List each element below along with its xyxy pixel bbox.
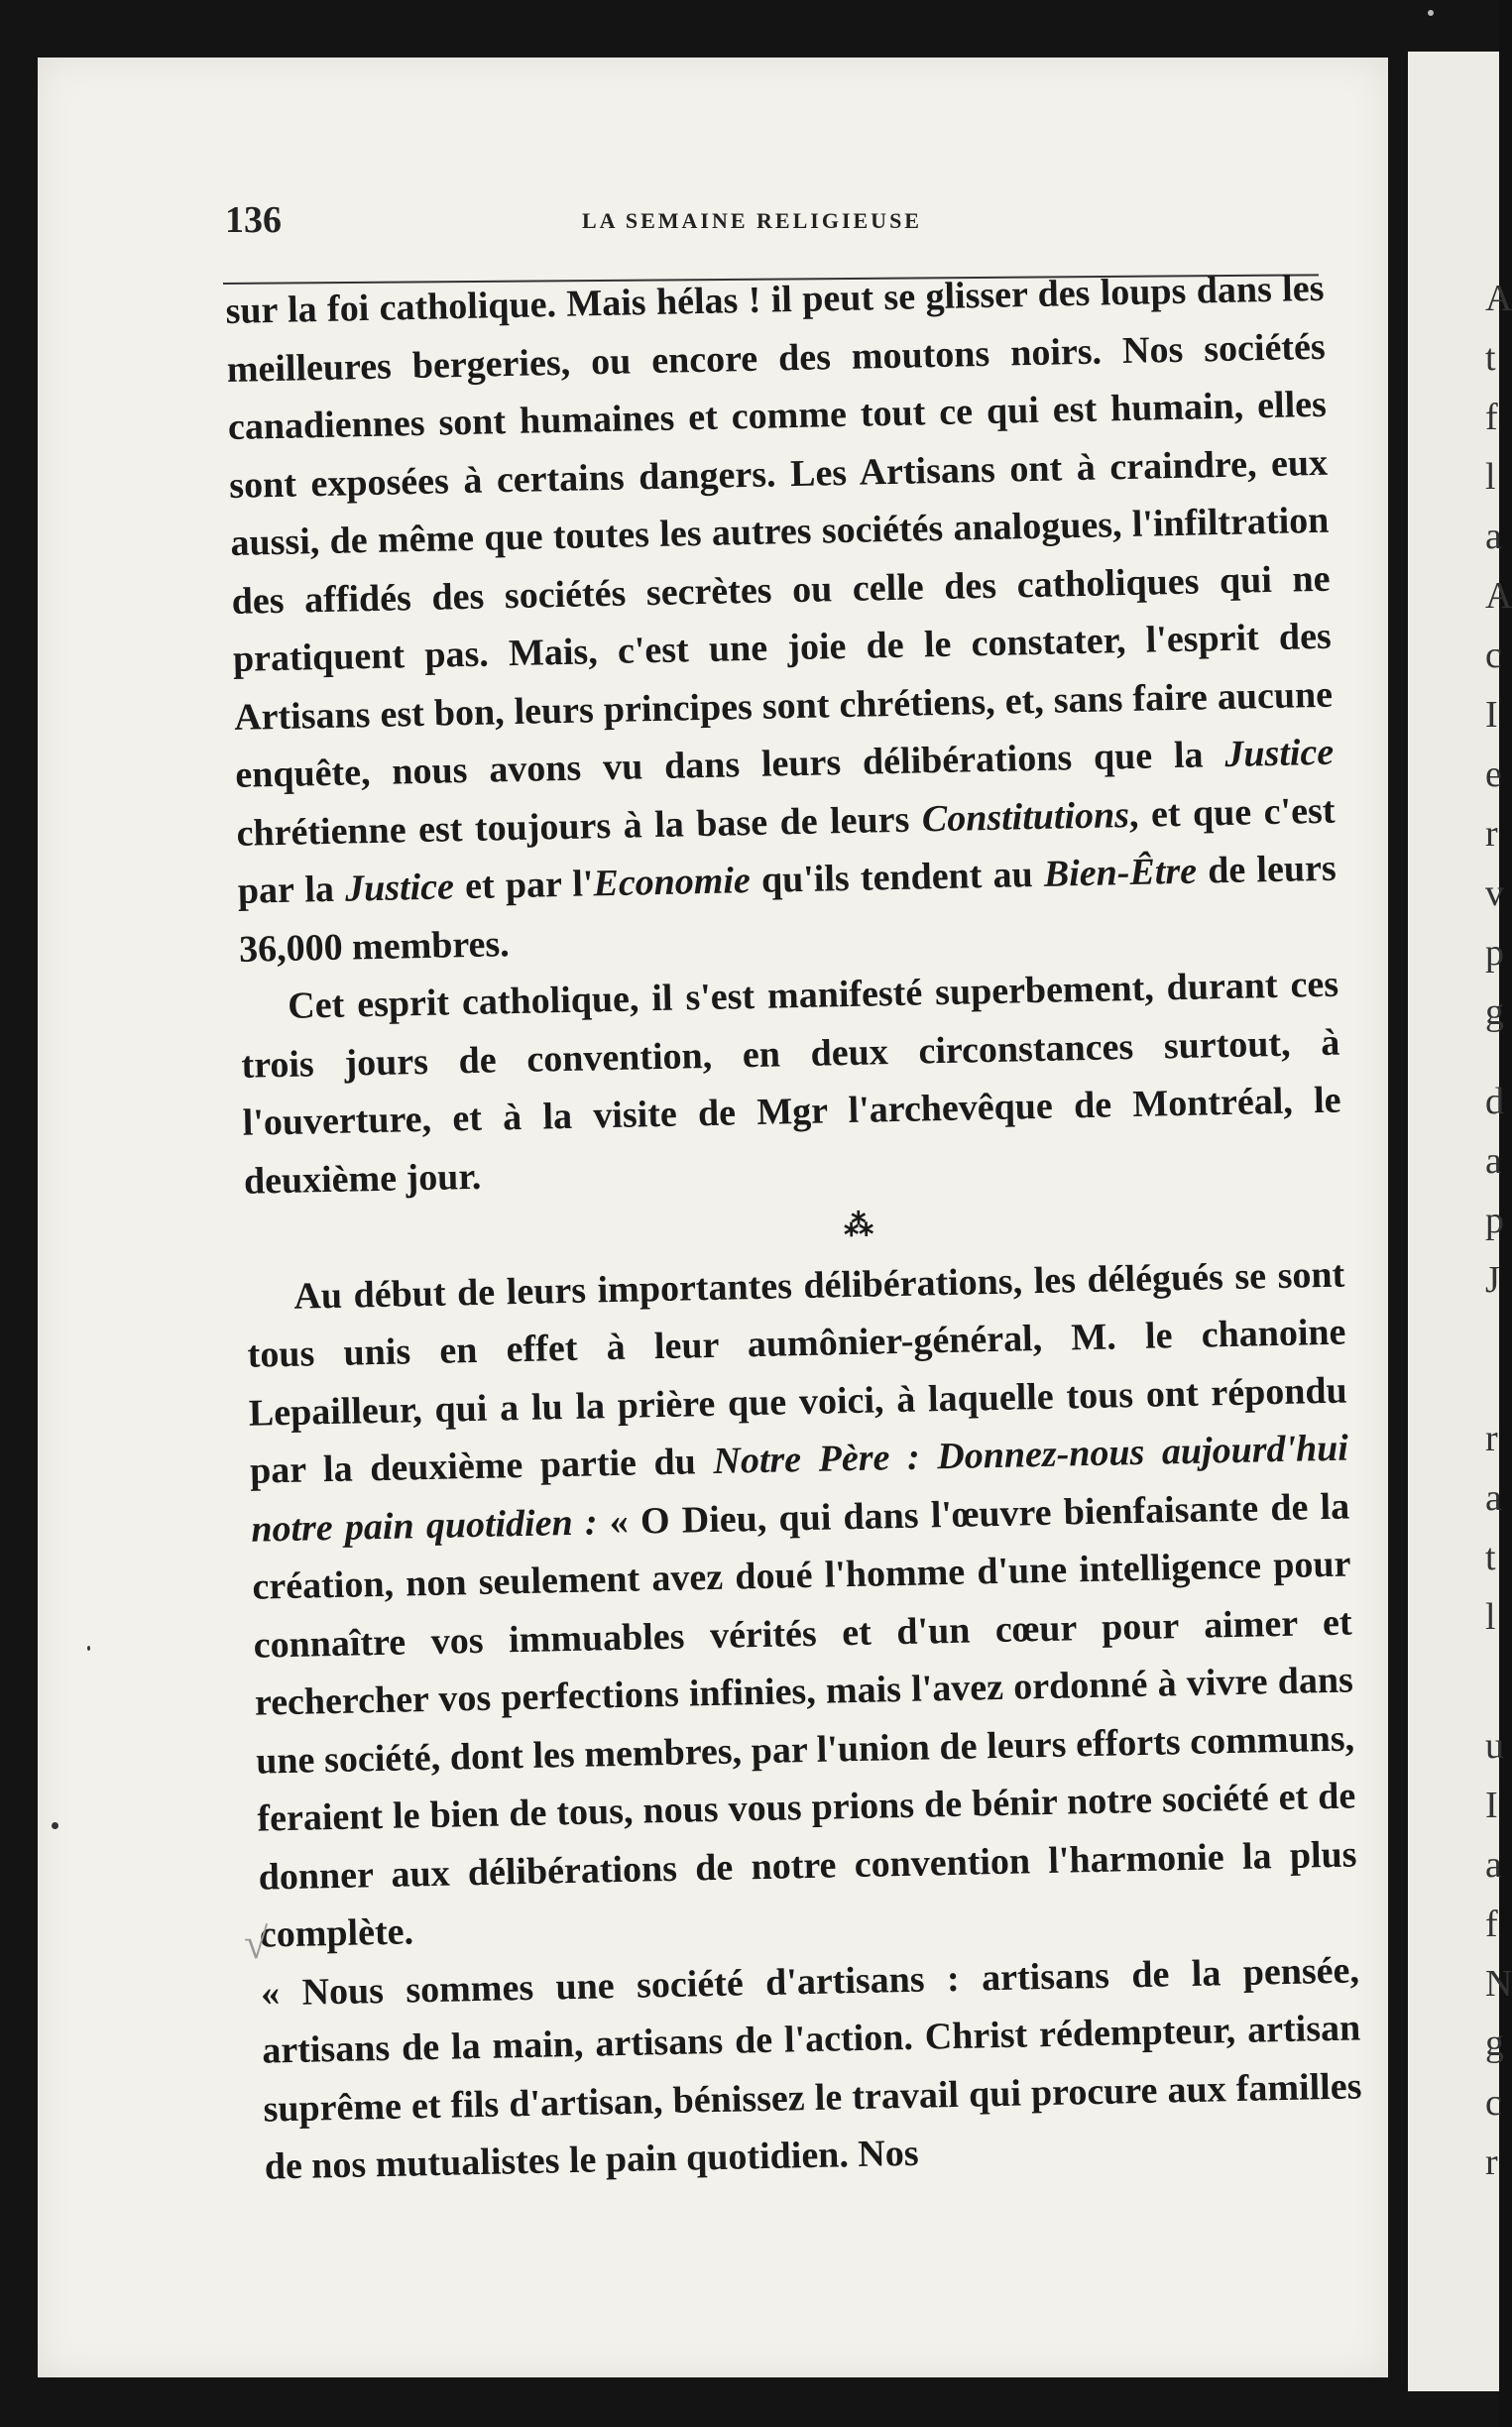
scan-speck (87, 1646, 90, 1651)
facing-page-fragment: f (1485, 397, 1498, 438)
facing-page-fragment: I (1485, 1785, 1498, 1826)
body-text (225, 260, 1363, 2196)
facing-page-fragment: A (1485, 278, 1512, 319)
facing-page-fragment: p (1485, 1200, 1504, 1241)
facing-page-fragment: t (1485, 1537, 1496, 1578)
facing-page-fragment: r (1485, 813, 1498, 855)
facing-page-fragment: a (1485, 1477, 1502, 1519)
page-header (185, 198, 1326, 258)
facing-page-fragment: v (1485, 872, 1504, 914)
facing-page-fragment: g (1485, 2022, 1504, 2064)
facing-page-fragment: d (1485, 1081, 1504, 1122)
facing-page-edge (1408, 52, 1512, 2391)
paragraph: Cet esprit catholique, il s'est manifesté superbement, durant ces trois jours de convention, en deux circonstances surtout, à l'ouverture, et à la visite de Mgr l'archevêque de Montréal, le deuxième jour. (241, 963, 1341, 1203)
paragraph: « Nous sommes une société d'artisans : artisans de la pensée, artisans de la main, artisans de l'action. Christ rédempteur, artisan suprême et fils d'artisan, bénissez le travail qui procure aux familles de nos mutualistes le pain quotidien. Nos (260, 1948, 1362, 2188)
scan-speck (52, 1822, 58, 1829)
facing-page-fragment: r (1485, 2141, 1498, 2183)
facing-page-fragment: I (1485, 694, 1498, 736)
facing-page-fragment: a (1485, 516, 1502, 557)
facing-page-fragment: r (1485, 1418, 1498, 1459)
facing-page-fragment: p (1485, 932, 1504, 974)
facing-page-fragment: N (1485, 1963, 1512, 2005)
section-asterism: ⁂ (843, 1209, 874, 1243)
facing-page-fragment: c (1485, 2082, 1502, 2124)
facing-page-fragment: u (1485, 1725, 1504, 1767)
running-title: LA SEMAINE RELIGIEUSE (582, 208, 922, 233)
facing-page-fragment: e (1485, 753, 1502, 795)
paragraph: Au début de leurs importantes délibérations, les délégués se sont tous unis en effet à leur aumônier-général, M. le chanoine Lepailleur, qui a lu la prière que voici, à laquelle tous ont répondu par la deuxième partie du Notre Père : Donnez-nous aujourd'hui notre pain quotidien : « O Dieu, qui dans l'œuvre bienfaisante de la création, non seulement avez doué l'homme d'une intelligence pour connaître vos immuables vérités et d'un cœur pour aimer et rechercher vos perfections infinies, mais l'avez ordonné à vivre dans une société, dont les membres, par l'union de leurs efforts communs, feraient le bien de tous, nous vous prions de bénir notre société et de donner aux délibérations de notre convention l'harmonie la plus complète. (247, 1253, 1357, 1956)
paragraph: sur la foi catholique. Mais hélas ! il peut se glisser des loups dans les meilleures bergeries, ou encore des moutons noirs. Nos sociétés canadiennes sont humaines et comme tout ce qui est humain, elles sont exposées à certains dangers. Les Artisans ont à craindre, eux aussi, de même que toutes les autres sociétés analogues, l'infiltration des affidés des sociétés secrètes ou celle des catholiques qui ne pratiquent pas. Mais, c'est une joie de le constater, l'esprit des Artisans est bon, leurs principes sont chrétiens, et, sans faire aucune enquête, nous avons vu dans leurs délibérations que la Justice chrétienne est toujours à la base de leurs Constitutions, et que c'est par la Justice et par l'Economie qu'ils tendent au Bien-Être de leurs 36,000 membres. (225, 267, 1338, 971)
facing-page-fragment: a (1485, 1844, 1502, 1886)
facing-page-fragment: c (1485, 635, 1502, 676)
facing-page-fragment: A (1485, 575, 1512, 617)
facing-page-fragment: l (1485, 456, 1496, 498)
page-number: 136 (225, 199, 282, 241)
facing-page-fragment: g (1485, 991, 1504, 1033)
facing-page-fragment: l (1485, 1596, 1496, 1638)
facing-page-fragment: J (1485, 1259, 1500, 1301)
facing-page-fragment: t (1485, 337, 1496, 379)
facing-page-fragment: f (1485, 1904, 1498, 1945)
scan-speck (1428, 10, 1434, 16)
handwritten-margin-mark: √ (244, 1919, 269, 1968)
facing-page-fragment: a (1485, 1140, 1502, 1182)
